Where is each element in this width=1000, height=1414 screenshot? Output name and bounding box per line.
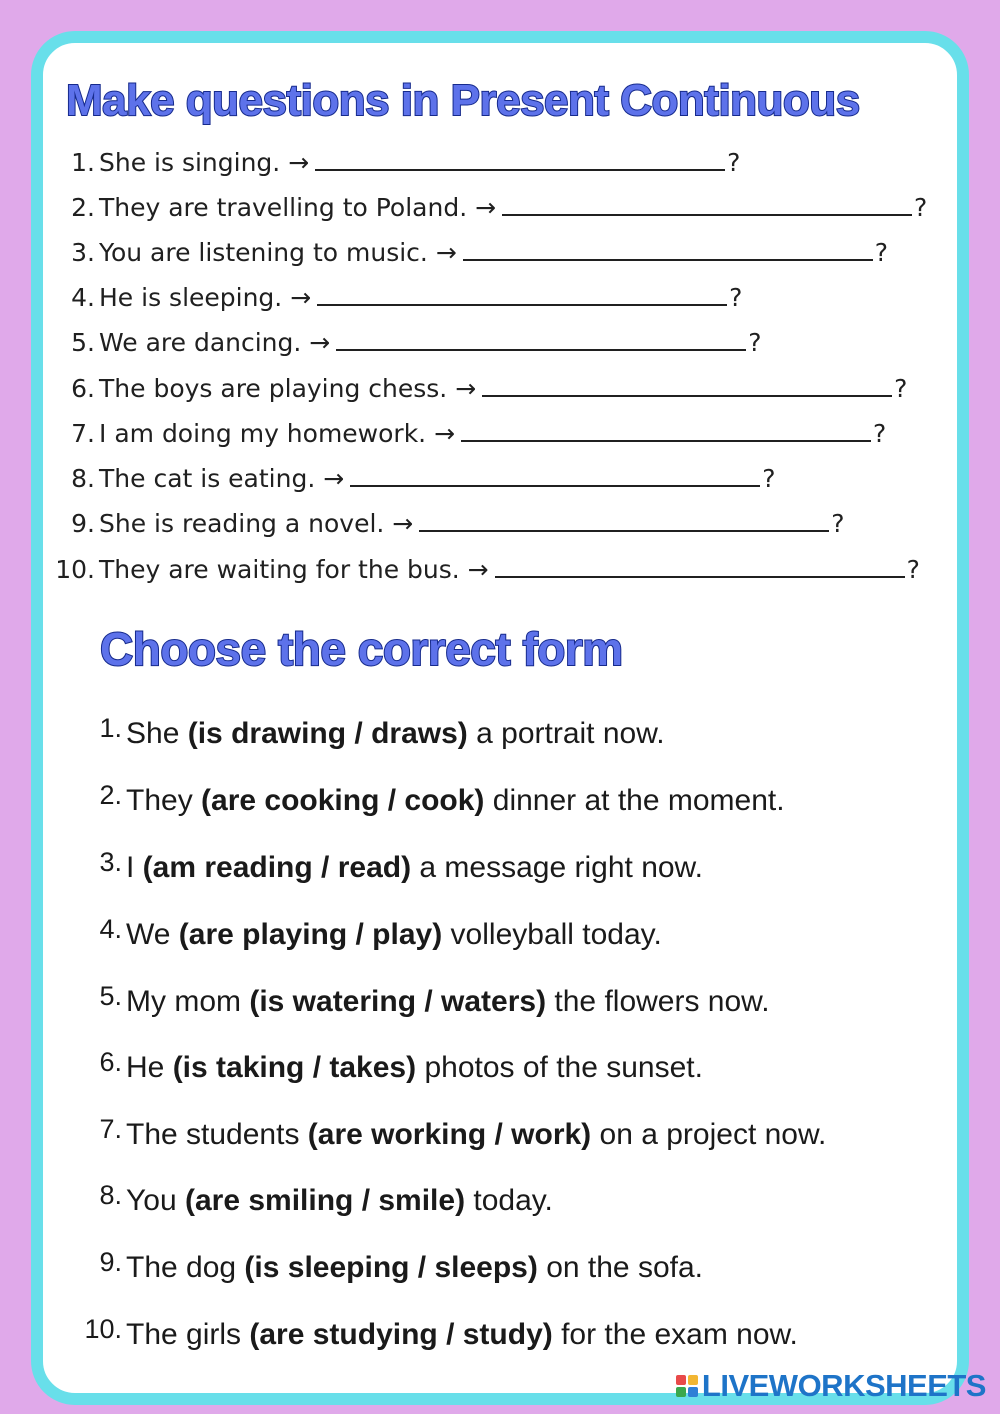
question-text: We are dancing. → [99,328,331,357]
logo-square-yellow [688,1375,698,1385]
sentence-end: the flowers now. [546,985,770,1018]
question-number: 8. [71,464,95,493]
sentence-start: He [126,1051,173,1084]
choice-options[interactable]: (are smiling / smile) [184,1184,466,1217]
sentence-start: We [126,918,179,951]
sentence-start: The students [126,1118,308,1151]
question-text: They are travelling to Poland. → [99,193,497,222]
question-text: She is singing. → [99,148,310,177]
sentence-end: volleyball today. [442,918,662,951]
question-item [0,414,886,454]
question-mark: ? [906,555,920,584]
answer-blank[interactable] [317,282,727,306]
brand-name: LIVEWORKSHEETS [701,1368,986,1403]
liveworksheets-logo-icon [676,1375,698,1397]
choice-item [0,706,665,750]
question-number: 9. [71,509,95,538]
question-text: They are waiting for the bus. → [99,555,489,584]
choice-number: 8. [99,1180,122,1210]
choice-item [0,840,703,884]
answer-blank[interactable] [336,327,746,351]
question-number: 2. [71,193,95,222]
choice-number: 4. [99,914,122,944]
question-item [0,504,845,544]
question-number: 4. [71,283,95,312]
section2-title: Choose the correct form [100,623,623,675]
section1-title: Make questions in Present Continuous [66,76,860,125]
question-text: I am doing my homework. → [99,419,456,448]
logo-square-red [676,1375,686,1385]
question-mark: ? [914,193,928,222]
question-number: 3. [71,238,95,267]
choice-options[interactable]: (are cooking / cook) [201,784,485,817]
question-number: 10. [55,555,95,584]
choice-options[interactable]: (are working / work) [307,1118,592,1151]
sentence-end: dinner at the moment. [484,784,785,817]
question-item [0,369,907,409]
question-item [0,143,740,183]
sentence-end: on a project now. [591,1118,827,1151]
sentence-end: a message right now. [411,851,703,884]
question-mark: ? [831,509,845,538]
sentence-start: She [126,717,188,750]
choice-number: 7. [99,1114,122,1144]
sentence-end: on the sofa. [537,1251,703,1284]
sentence-end: today. [465,1184,553,1217]
question-item [0,233,888,273]
question-item [0,323,762,363]
question-number: 7. [71,419,95,448]
choice-options[interactable]: (are playing / play) [178,918,443,951]
choice-options[interactable]: (is sleeping / sleeps) [244,1251,538,1284]
choice-item [0,1107,826,1151]
logo-square-green [676,1387,686,1397]
choice-item [0,907,662,951]
choice-options[interactable]: (am reading / read) [142,851,412,884]
question-mark: ? [874,238,889,267]
answer-blank[interactable] [463,237,873,261]
sentence-end: photos of the sunset. [416,1051,703,1084]
sentence-end: a portrait now. [467,717,665,750]
sentence-start: You [126,1184,185,1217]
choice-number: 1. [99,713,122,743]
choice-number: 10. [84,1314,122,1344]
sentence-end: for the exam now. [552,1318,798,1351]
question-number: 1. [71,148,95,177]
question-mark: ? [729,283,743,312]
choice-options[interactable]: (is drawing / draws) [187,717,468,750]
sentence-start: The girls [126,1318,250,1351]
question-mark: ? [873,419,887,448]
answer-blank[interactable] [315,147,725,171]
question-mark: ? [762,464,776,493]
choice-number: 2. [99,780,122,810]
question-text: She is reading a novel. → [99,509,414,538]
answer-blank[interactable] [350,463,760,487]
question-mark: ? [727,148,741,177]
question-number: 6. [71,374,95,403]
answer-blank[interactable] [482,373,892,397]
liveworksheets-watermark [676,1368,986,1404]
question-text: You are listening to music. → [99,238,457,267]
choice-options[interactable]: (is taking / takes) [172,1051,417,1084]
answer-blank[interactable] [502,192,912,216]
question-mark: ? [748,328,762,357]
question-item [0,459,775,499]
question-text: The boys are playing chess. → [99,374,477,403]
choice-number: 9. [99,1247,122,1277]
sentence-start: I [126,851,143,884]
answer-blank[interactable] [495,554,905,578]
question-mark: ? [894,374,908,403]
choice-item [0,1173,553,1217]
sentence-start: They [126,784,202,817]
choice-item [0,974,770,1018]
sentence-start: My mom [126,985,250,1018]
choice-number: 3. [99,847,122,877]
question-text: He is sleeping. → [99,283,312,312]
question-item [0,550,920,590]
choice-number: 6. [99,1047,122,1077]
choice-item [0,1307,798,1351]
choice-item [0,1040,703,1084]
question-item [0,278,742,318]
question-number: 5. [71,328,95,357]
choice-number: 5. [99,981,122,1011]
choice-item [0,1240,703,1284]
choice-item [0,773,785,817]
answer-blank[interactable] [419,508,829,532]
question-item [0,188,927,228]
logo-square-blue [688,1387,698,1397]
choice-options[interactable]: (are studying / study) [249,1318,553,1351]
choice-options[interactable]: (is watering / waters) [249,985,547,1018]
sentence-start: The dog [126,1251,245,1284]
question-text: The cat is eating. → [99,464,345,493]
answer-blank[interactable] [461,418,871,442]
